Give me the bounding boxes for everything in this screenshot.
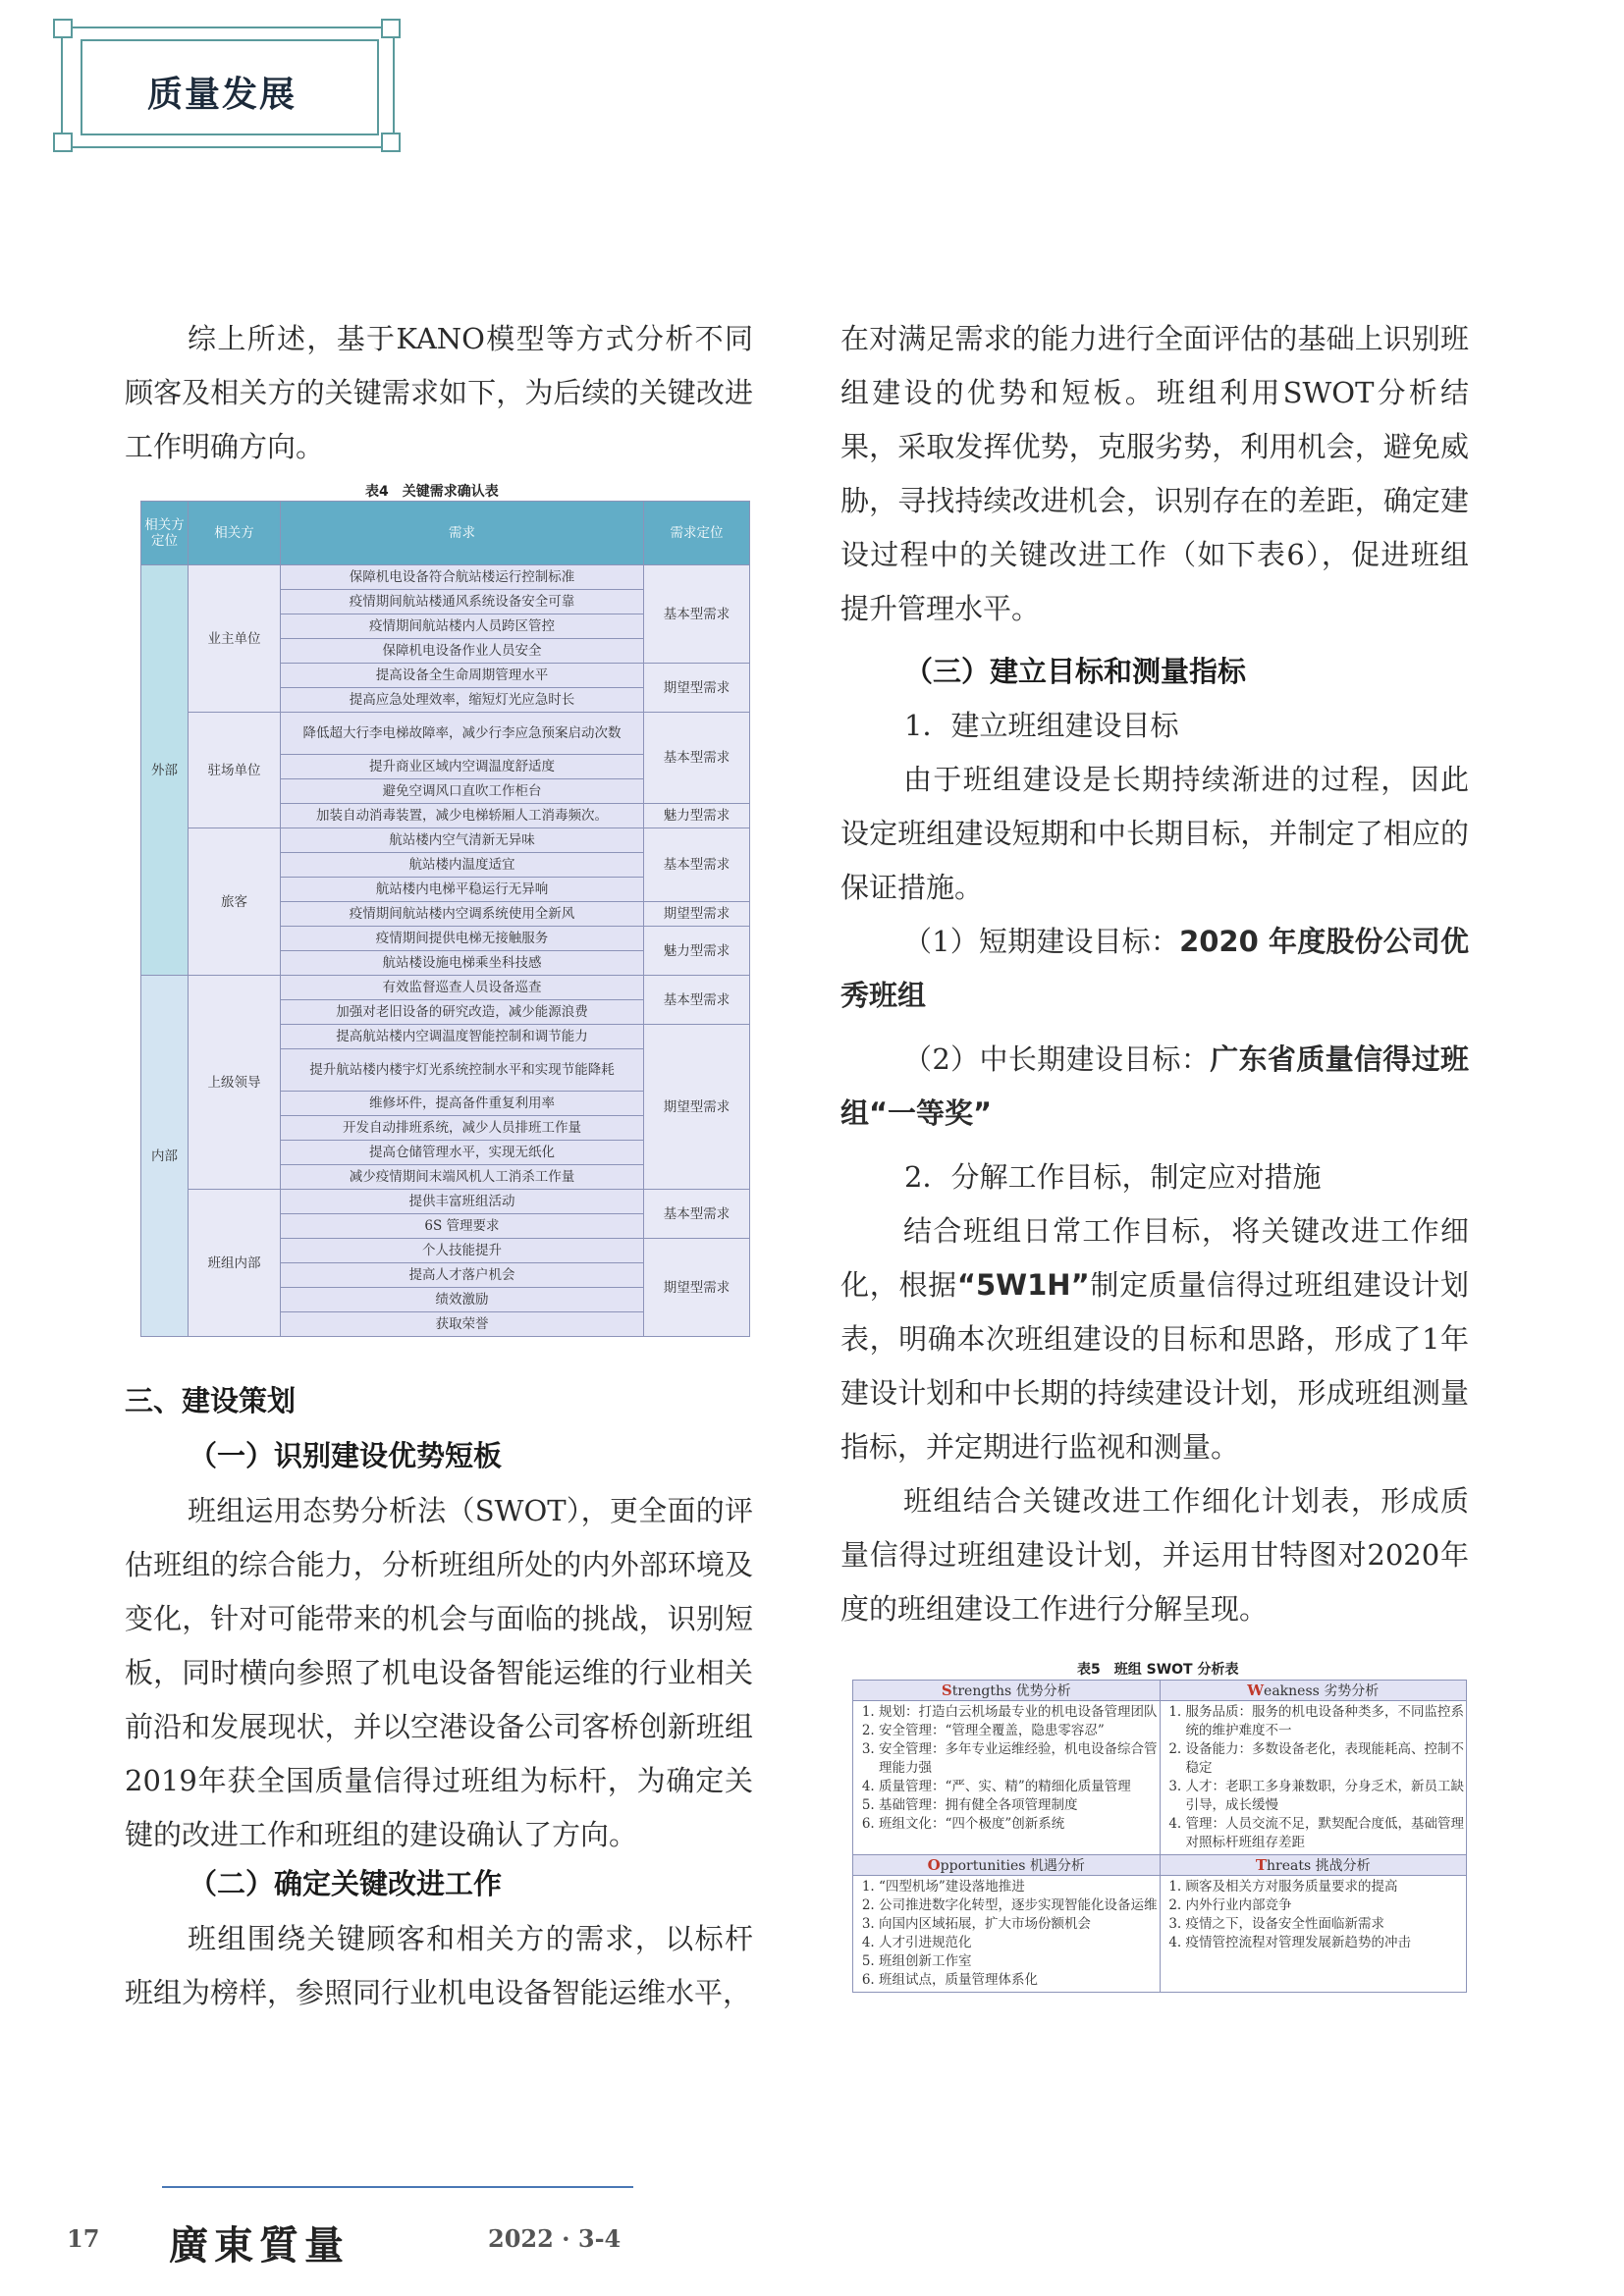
level-cell: 期望型需求 [644, 664, 750, 713]
p3-text-a: 结合班组日常工作目标，将关键改进工作细化，根据 [840, 1214, 1469, 1302]
col-header-requirement: 需求 [281, 502, 644, 565]
subsection-2-heading: （二）确定关键改进工作 [189, 1867, 503, 1900]
long-term-label: （2）中长期建设目标： [903, 1042, 1211, 1076]
table-row: 加强对老旧设备的研究改造，减少能源浪费 [281, 1000, 644, 1025]
list-item: 2. 安全管理：“管理全覆盖，隐患零容忍” [879, 1722, 1160, 1740]
table-row: 提升商业区域内空调温度舒适度 [281, 755, 644, 779]
group-team: 班组内部 [189, 1190, 281, 1337]
right-paragraph-3 [840, 1204, 1469, 1474]
threats-list [1160, 1876, 1467, 1993]
table-row: 疫情期间航站楼内人员跨区管控 [281, 614, 644, 639]
subsection-1-heading: （一）识别建设优势短板 [189, 1439, 503, 1472]
table-row: 减少疫情期间末端风机人工消杀工作量 [281, 1165, 644, 1190]
table4-caption: 表4 关键需求确认表 [365, 484, 499, 500]
long-term-value: 广东省质量信得过班组“一等奖” [840, 1042, 1469, 1130]
list-item: 4. 管理：人员交流不足，默契配合度低，基础管理对照标杆班组存差距 [1186, 1815, 1467, 1852]
table-row: 航站楼内温度适宜 [281, 853, 644, 878]
table-row: 加装自动消毒装置，减少电梯轿厢人工消毒频次。 [281, 804, 644, 828]
short-term-value: 2020 年度股份公司优秀班组 [840, 925, 1469, 1012]
section-header-title: 质量发展 [147, 75, 298, 115]
footer-divider [162, 2186, 633, 2188]
table-row: 保障机电设备符合航站楼运行控制标准 [281, 565, 644, 590]
level-cell: 基本型需求 [644, 828, 750, 902]
list-item: 2. 设备能力：多数设备老化，表现能耗高、控制不稳定 [1186, 1740, 1467, 1778]
table-row: 提高仓储管理水平，实现无纸化 [281, 1141, 644, 1165]
key-requirements-table [140, 501, 750, 1337]
group-leader: 上级领导 [189, 976, 281, 1190]
col-header-level: 需求定位 [644, 502, 750, 565]
opportunities-list [853, 1876, 1161, 1993]
level-cell: 期望型需求 [644, 1239, 750, 1337]
key-improvement-paragraph: 班组围绕关键顾客和相关方的需求，以标杆班组为榜样，参照同行业机电设备智能运维水平， [125, 1922, 753, 2009]
group-passenger: 旅客 [189, 828, 281, 976]
corner-ornament [381, 19, 401, 38]
list-item: 4. 人才引进规范化 [879, 1934, 1160, 1952]
table-row: 绩效激励 [281, 1288, 644, 1312]
opportunities-header: Opportunities 机遇分析 [853, 1855, 1161, 1876]
level-cell: 期望型需求 [644, 1025, 750, 1190]
table-row: 疫情期间航站楼内空调系统使用全新风 [281, 902, 644, 927]
corner-ornament [381, 133, 401, 152]
table-row: 提供丰富班组活动 [281, 1190, 644, 1214]
strengths-list [853, 1701, 1161, 1855]
table-row: 有效监督巡查人员设备巡查 [281, 976, 644, 1000]
list-item: 1. “四型机场”建设落地推进 [879, 1878, 1160, 1896]
list-item: 5. 基础管理：拥有健全各项管理制度 [879, 1796, 1160, 1815]
strengths-header: Strengths 优势分析 [853, 1681, 1161, 1701]
level-cell: 基本型需求 [644, 1190, 750, 1239]
weakness-header: Weakness 劣势分析 [1160, 1681, 1467, 1701]
section-3-heading: 三、建设策划 [125, 1384, 297, 1417]
level-cell: 基本型需求 [644, 976, 750, 1025]
internal-label: 内部 [141, 976, 189, 1337]
item-2-heading: 2．分解工作目标，制定应对措施 [904, 1160, 1322, 1194]
short-term-goal [840, 915, 1469, 1023]
table-row: 航站楼内空气清新无异味 [281, 828, 644, 853]
list-item: 6. 班组文化：“四个极度”创新系统 [879, 1815, 1160, 1834]
table-row: 避免空调风口直吹工作柜台 [281, 779, 644, 804]
table-row: 维修坏件，提高备件重复利用率 [281, 1092, 644, 1116]
right-paragraph-2: 由于班组建设是长期持续渐进的过程，因此设定班组建设短期和中长期目标，并制定了相应的保证措施。 [840, 763, 1469, 904]
level-cell: 基本型需求 [644, 713, 750, 804]
short-term-label: （1）短期建设目标： [903, 925, 1180, 958]
level-cell: 魅力型需求 [644, 927, 750, 976]
swot-table [852, 1680, 1467, 1993]
issue-date: 2022 · 3-4 [488, 2224, 622, 2253]
corner-ornament [53, 133, 73, 152]
corner-ornament [53, 19, 73, 38]
list-item: 1. 顾客及相关方对服务质量要求的提高 [1186, 1878, 1467, 1896]
subsection-3-heading: （三）建立目标和测量指标 [904, 655, 1247, 688]
table-row: 开发自动排班系统，减少人员排班工作量 [281, 1116, 644, 1141]
list-item: 3. 人才：老职工多身兼数职，分身乏术，新员工缺引导，成长缓慢 [1186, 1778, 1467, 1815]
level-cell: 期望型需求 [644, 902, 750, 927]
list-item: 6. 班组试点，质量管理体系化 [879, 1971, 1160, 1990]
magazine-title: 廣東質量 [169, 2222, 350, 2269]
table-row: 疫情期间航站楼通风系统设备安全可靠 [281, 590, 644, 614]
list-item: 1. 规划：打造白云机场最专业的机电设备管理团队 [879, 1703, 1160, 1722]
external-label: 外部 [141, 565, 189, 976]
item-1-heading: 1．建立班组建设目标 [904, 709, 1179, 742]
table-row: 降低超大行李电梯故障率，减少行李应急预案启动次数 [281, 713, 644, 755]
table-row: 个人技能提升 [281, 1239, 644, 1263]
table-row: 疫情期间提供电梯无接触服务 [281, 927, 644, 951]
long-term-goal [840, 1033, 1469, 1141]
list-item: 3. 疫情之下，设备安全性面临新需求 [1186, 1915, 1467, 1934]
right-paragraph-1: 在对满足需求的能力进行全面评估的基础上识别班组建设的优势和短板。班组利用SWOT分析结果，采取发挥优势，克服劣势，利用机会，避免威胁，寻找持续改进机会，识别存在的差距，确定建设过程中的关键改进工作（如下表6），促进班组提升管理水平。 [840, 322, 1469, 625]
threats-header: Threats 挑战分析 [1160, 1855, 1467, 1876]
page-number: 17 [67, 2224, 100, 2253]
level-cell: 基本型需求 [644, 565, 750, 664]
table-row: 获取荣誉 [281, 1312, 644, 1337]
table-row: 6S 管理要求 [281, 1214, 644, 1239]
list-item: 1. 服务品质：服务的机电设备种类多，不同监控系统的维护难度不一 [1186, 1703, 1467, 1740]
table-row: 提升航站楼内楼宇灯光系统控制水平和实现节能降耗 [281, 1049, 644, 1092]
col-header-party: 相关方 [189, 502, 281, 565]
weakness-list [1160, 1701, 1467, 1855]
list-item: 2. 内外行业内部竞争 [1186, 1896, 1467, 1915]
list-item: 2. 公司推进数字化转型，逐步实现智能化设备运维 [879, 1896, 1160, 1915]
level-cell: 魅力型需求 [644, 804, 750, 828]
group-owner: 业主单位 [189, 565, 281, 713]
swot-paragraph: 班组运用态势分析法（SWOT），更全面的评估班组的综合能力，分析班组所处的内外部环境及变化，针对可能带来的机会与面临的挑战，识别短板，同时横向参照了机电设备智能运维的行业相关前沿和发展现状，并以空港设备公司客桥创新班组2019年获全国质量信得过班组为标杆，为确定关键的改进工作和班组的建设确认了方向。 [125, 1494, 753, 1851]
list-item: 4. 质量管理：“严、实、精”的精细化质量管理 [879, 1778, 1160, 1796]
list-item: 5. 班组创新工作室 [879, 1952, 1160, 1971]
list-item: 3. 安全管理：多年专业运维经验，机电设备综合管理能力强 [879, 1740, 1160, 1778]
table-row: 提高航站楼内空调温度智能控制和调节能力 [281, 1025, 644, 1049]
table-row: 航站楼内电梯平稳运行无异响 [281, 878, 644, 902]
table-row: 提高人才落户机会 [281, 1263, 644, 1288]
table-row: 提高应急处理效率，缩短灯光应急时长 [281, 688, 644, 713]
list-item: 3. 向国内区域拓展，扩大市场份额机会 [879, 1915, 1160, 1934]
table-row: 保障机电设备作业人员安全 [281, 639, 644, 664]
intro-paragraph: 综上所述，基于KANO模型等方式分析不同顾客及相关方的关键需求如下，为后续的关键改进工作明确方向。 [125, 322, 753, 463]
table-row: 航站楼设施电梯乘坐科技感 [281, 951, 644, 976]
table5-caption: 表5 班组 SWOT 分析表 [1077, 1662, 1239, 1678]
col-header-position: 相关方定位 [141, 502, 189, 565]
p3-text-b: 制定质量信得过班组建设计划表，明确本次班组建设的目标和思路，形成了1年建设计划和中长期的持续建设计划，形成班组测量指标，并定期进行监视和测量。 [840, 1268, 1469, 1464]
list-item: 4. 疫情管控流程对管理发展新趋势的冲击 [1186, 1934, 1467, 1952]
p3-5w1h: “5W1H” [956, 1268, 1090, 1302]
right-paragraph-4: 班组结合关键改进工作细化计划表，形成质量信得过班组建设计划，并运用甘特图对2020年度的班组建设工作进行分解呈现。 [840, 1484, 1469, 1626]
group-tenant: 驻场单位 [189, 713, 281, 828]
table-row: 提高设备全生命周期管理水平 [281, 664, 644, 688]
